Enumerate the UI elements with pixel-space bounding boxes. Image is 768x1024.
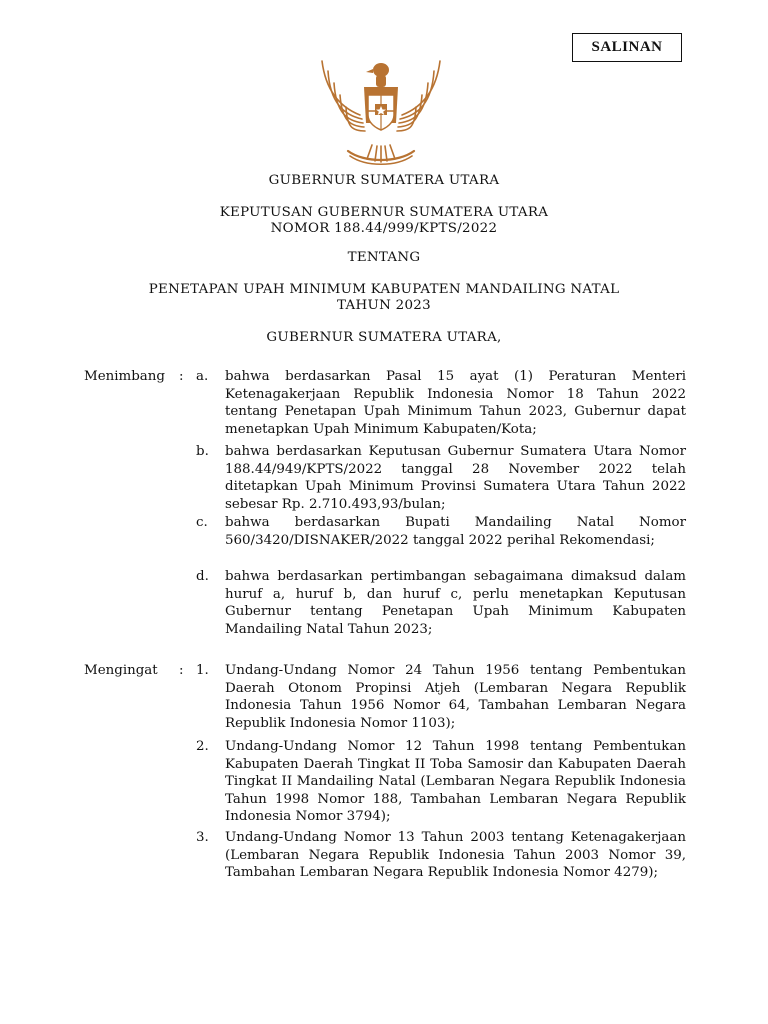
garuda-emblem-icon [312, 53, 450, 168]
item-text: Undang-Undang Nomor 24 Tahun 1956 tentang Pembentukan Daerah Otonom Propinsi Atjeh (Lembaran Negara Republik Indonesia Tahun 1956 Nomor 64, Tambahan Lembaran Negara Republik Indonesia Nomor 1103); [225, 663, 686, 731]
mengingat-colon: : [179, 663, 184, 678]
mengingat-item [196, 738, 686, 826]
menimbang-item [196, 568, 686, 638]
mengingat-label: Mengingat [84, 663, 158, 678]
item-marker: b. [196, 444, 209, 459]
item-marker: 3. [196, 830, 209, 845]
item-marker: 2. [196, 739, 209, 754]
item-text: Undang-Undang Nomor 12 Tahun 1998 tentang Pembentukan Kabupaten Daerah Tingkat II Toba Samosir dan Kabupaten Daerah Tingkat II Mandailing Natal (Lembaran Negara Republik Indonesia Tahun 1998 Nomor 188, Tambahan Lembaran Negara Republik Indonesia Nomor 3794); [225, 739, 686, 824]
menimbang-item [196, 443, 686, 513]
signatory-heading: GUBERNUR SUMATERA UTARA, [266, 330, 502, 345]
menimbang-label: Menimbang [84, 369, 165, 384]
menimbang-item [196, 368, 686, 438]
item-text: bahwa berdasarkan Bupati Mandailing Natal Nomor 560/3420/DISNAKER/2022 tanggal 2022 perihal Rekomendasi; [225, 515, 686, 548]
mengingat-item [196, 829, 686, 882]
decree-number: NOMOR 188.44/999/KPTS/2022 [270, 221, 498, 236]
item-marker: d. [196, 569, 209, 584]
item-text: bahwa berdasarkan pertimbangan sebagaimana dimaksud dalam huruf a, huruf b, dan huruf c, perlu menetapkan Keputusan Gubernur tentang Penetapan Upah Minimum Kabupaten Mandailing Natal Tahun 2023; [225, 569, 686, 637]
mengingat-item [196, 662, 686, 732]
item-text: Undang-Undang Nomor 13 Tahun 2003 tentang Ketenagakerjaan (Lembaran Negara Republik Indonesia Tahun 2003 Nomor 39, Tambahan Lembaran Negara Republik Indonesia Nomor 4279); [225, 830, 686, 880]
item-marker: 1. [196, 663, 209, 678]
subject-line-1: PENETAPAN UPAH MINIMUM KABUPATEN MANDAILING NATAL [148, 282, 620, 297]
subject-line-2: TAHUN 2023 [337, 298, 431, 313]
issuer-heading: GUBERNUR SUMATERA UTARA [268, 173, 500, 188]
item-text: bahwa berdasarkan Keputusan Gubernur Sumatera Utara Nomor 188.44/949/KPTS/2022 tanggal 28 November 2022 telah ditetapkan Upah Minimum Provinsi Sumatera Utara Tahun 2022 sebesar Rp. 2.710.493,93/bulan; [225, 444, 686, 512]
item-marker: c. [196, 515, 208, 530]
item-marker: a. [196, 369, 209, 384]
salinan-stamp: SALINAN [572, 33, 682, 62]
decree-title: KEPUTUSAN GUBERNUR SUMATERA UTARA [219, 205, 549, 220]
menimbang-item [196, 514, 686, 549]
menimbang-colon: : [179, 369, 184, 384]
about-label: TENTANG [347, 250, 421, 265]
item-text: bahwa berdasarkan Pasal 15 ayat (1) Peraturan Menteri Ketenagakerjaan Republik Indonesia Nomor 18 Tahun 2022 tentang Penetapan Upah Minimum Tahun 2023, Gubernur dapat menetapkan Upah Minimum Kabupaten/Kota; [225, 369, 686, 437]
